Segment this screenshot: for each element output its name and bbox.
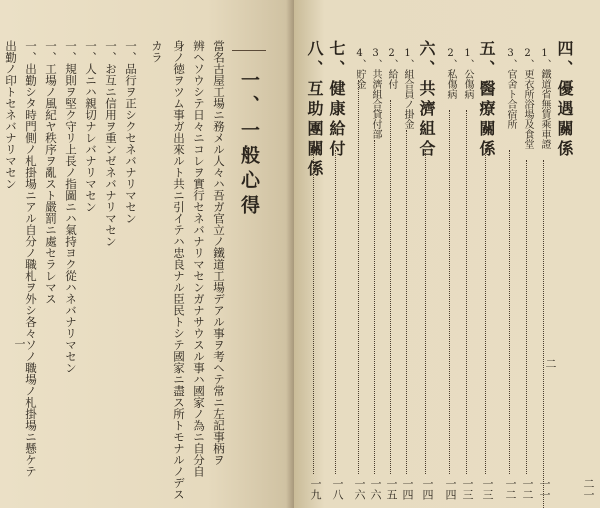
toc-heading-6: 六、共濟組合	[417, 40, 436, 160]
toc-page-6-4: 一六	[353, 478, 366, 500]
toc-heading-4: 四、優遇關係	[555, 40, 574, 160]
rule-item-6: 一、出勤シタ時門側ノ札掛場ニアル自分ノ職札ヲ外シ各々ソノ職場ノ札掛場ニ懸ケテ	[24, 40, 38, 477]
toc-item-6-1: 1、組合員ノ掛金	[402, 48, 413, 129]
title-rule-top	[232, 50, 266, 51]
toc-page-4-2: 一二	[521, 478, 534, 500]
toc-page-5: 一三	[481, 478, 494, 500]
rule-item-2: 一、お互ニ信用ヲ重ンゼネバナリマセン	[104, 40, 118, 247]
toc-page-6-1: 一四	[401, 478, 414, 500]
toc-item-4-1: 1、鐵道省無賃乘車證	[539, 48, 550, 149]
toc-heading-7: 七、健康給付	[327, 40, 346, 160]
toc-page-6: 一四	[421, 478, 434, 500]
toc-item-6-3: 3、共濟組合貸付部	[370, 48, 381, 139]
toc-heading-5: 五、醫療關係	[477, 40, 496, 160]
toc-page-6-3: 一六	[369, 478, 382, 500]
toc-page-6-2: 一五	[385, 478, 398, 500]
toc-item-4-3: 3、官舍ト合宿所	[505, 48, 516, 129]
page-number-right: 二	[544, 358, 557, 369]
toc-heading-8: 八、互助團關係	[305, 40, 324, 180]
rule-item-5: 一、工場ノ風紀ヤ秩序ヲ亂スト嚴罰ニ處セラレマス	[44, 40, 58, 305]
toc-page-end: 二一	[582, 478, 595, 500]
toc-item-5-1: 1、公傷病	[462, 48, 473, 99]
toc-page-5-1: 一三	[461, 478, 474, 500]
intro-line-1: 當名古屋工場ニ務メル人々ハ吾ガ官立ノ鐵道工場デアル事ヲ考ヘテ常ニ左記事柄ヲ	[212, 40, 226, 466]
rule-item-7: 出勤ノ印トセネバナリマセン	[4, 40, 18, 190]
toc-item-6-2: 2、給付	[386, 48, 397, 89]
toc-page-7: 一八	[331, 478, 344, 500]
toc-page-8: 一九	[309, 478, 322, 500]
page-number-left: 一	[13, 338, 26, 349]
intro-line-2: 辨ヘソウシテ日々ニコレヲ實行セネバナリマセンガナサウスル事ハ國家ノ為ニ自分自	[192, 40, 206, 477]
rule-item-4: 一、規則ヲ堅ク守リ上長ノ指圖ニハ氣持ヨク從ハネバナリマセン	[64, 40, 78, 374]
intro-line-4: カラ	[150, 40, 164, 63]
toc-item-4-2: 2、更衣所浴場及食堂	[522, 48, 533, 149]
right-page	[294, 0, 600, 508]
toc-item-6-4: 4、貯金	[354, 48, 365, 89]
toc-page-4-3: 一二	[504, 478, 517, 500]
toc-page-4-1: 一一	[538, 478, 551, 500]
rule-item-3: 一、人ニハ親切ナレバナリマセン	[84, 40, 98, 213]
section-title: 一、一般心得	[238, 70, 260, 220]
toc-page-5-2: 一四	[444, 478, 457, 500]
rule-item-1: 一、品行ヲ正シクセネバナリマセン	[124, 40, 138, 224]
left-page	[0, 0, 296, 508]
toc-item-5-2: 2、私傷病	[445, 48, 456, 99]
intro-line-3: 身ノ徳ヲツム事ガ出來ルト共ニ引イテハ忠良ナル臣民トシテ國家ニ盡ス所トモナルノデス	[172, 40, 186, 500]
